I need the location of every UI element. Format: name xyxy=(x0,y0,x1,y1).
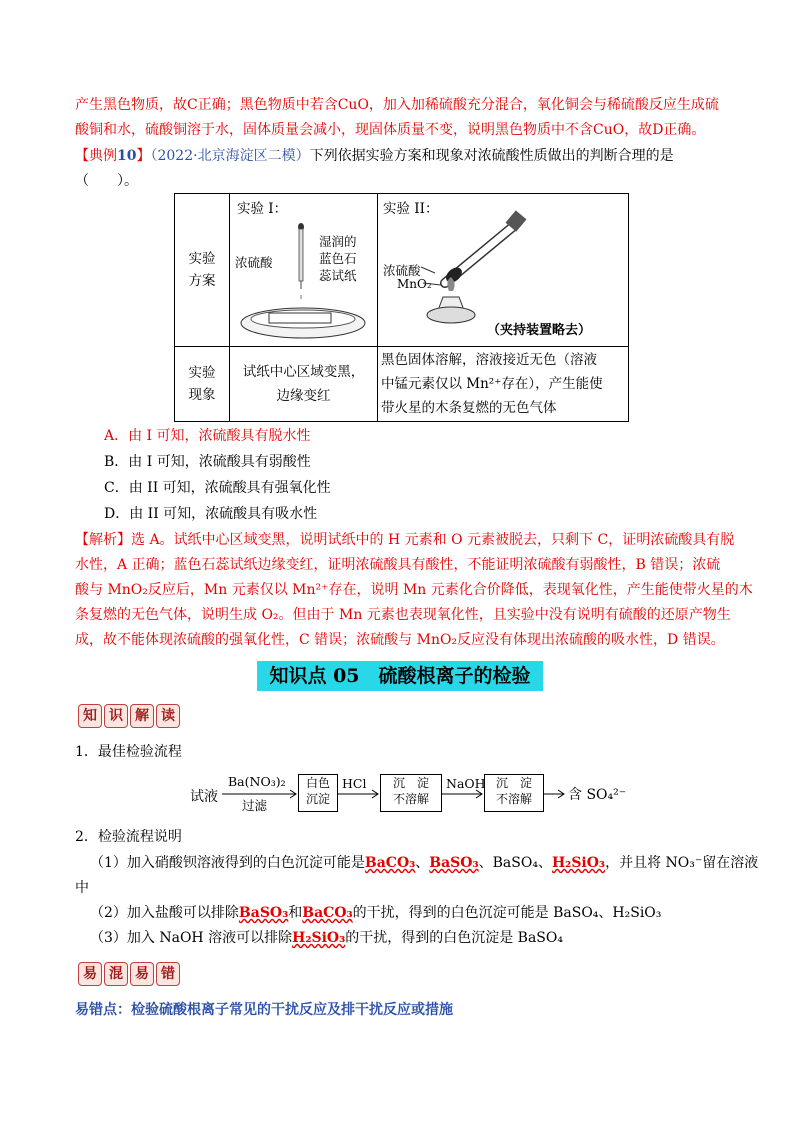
row2-header xyxy=(175,347,230,422)
intro-line-1: 产生黑色物质，故C正确；黑色物质中若含CuO，加入加稀硫酸充分混合，氧化铜会与稀硫酸反应生成硫 xyxy=(75,97,719,113)
exp1-scheme xyxy=(230,194,378,347)
row1-header-l1: 实验 xyxy=(188,251,216,267)
explain1-baco3: BaCO₃ xyxy=(364,855,416,871)
flow-reagent-1: Ba(NO₃)₂ xyxy=(228,774,286,789)
example-heading xyxy=(75,144,735,168)
section-title: 知识点 05 硫酸根离子的检验 xyxy=(257,661,543,691)
explain1-mid: 、BaSO₄、 xyxy=(478,855,552,871)
option-c: C．由 II 可知，浓硫酸具有强氧化性 xyxy=(104,480,331,496)
error-point: 易错点：检验硫酸根离子常见的干扰反应及排干扰反应或措施 xyxy=(75,1002,453,1018)
box2-l2: 不溶解 xyxy=(392,792,429,806)
badge2-char-1: 易 xyxy=(78,962,102,986)
intro-line-2: 酸铜和水，硫酸铜溶于水，固体质量会减小，现固体质量不变，说明黑色物质中不含CuO，故D正确。 xyxy=(75,122,706,138)
example-number: 10 xyxy=(117,148,137,164)
badge2-char-4: 错 xyxy=(156,962,180,986)
example-question: 下列依据实验方案和现象对浓硫酸性质做出的判断合理的是 xyxy=(309,148,674,164)
box3-l2: 不溶解 xyxy=(495,792,532,806)
row2-header-l2: 现象 xyxy=(188,387,216,403)
badge1-char-4: 读 xyxy=(156,704,180,728)
explain1-post: ，并且将 NO₃⁻留在溶液 xyxy=(605,855,759,871)
exp2-acid-label: 浓硫酸 xyxy=(383,263,421,278)
obs2-l3: 带火星的木条复燃的无色气体 xyxy=(381,400,557,416)
analysis-line-1: 【解析】选 A。试纸中心区域变黑，说明试纸中的 H 元素和 O 元素被脱去，只剩下 C，证明浓硫酸具有脱 xyxy=(75,532,735,548)
badge2-char-2: 混 xyxy=(104,962,128,986)
flow-box-3 xyxy=(484,774,544,812)
flow-reagent-1-sub: 过滤 xyxy=(242,798,268,813)
option-d: D．由 II 可知，浓硫酸具有吸水性 xyxy=(104,506,318,522)
dropper-dish-drawing xyxy=(231,195,376,345)
example-tag-end: 】 xyxy=(136,148,151,164)
explain2-post: 的干扰，得到的白色沉淀可能是 BaSO₄、H₂SiO₃ xyxy=(352,905,662,921)
box3-l1: 沉 淀 xyxy=(495,776,532,790)
obs1-l1: 试纸中心区域变黑， xyxy=(242,364,365,380)
badge1-char-3: 解 xyxy=(130,704,154,728)
flow-diagram xyxy=(190,774,630,824)
analysis-line-4: 条复燃的无色气体，说明生成 O₂。但由于 Mn 元素也表现氧化性，且实验中没有说明有硫酸的还原产物生 xyxy=(75,607,731,623)
badge-confusion xyxy=(78,962,180,986)
exp2-mno2-label: MnO₂ xyxy=(397,277,432,291)
flow-reagent-3: NaOH xyxy=(446,776,486,791)
explain-1-tail: 中 xyxy=(75,880,89,896)
flow-end: 含 SO₄²⁻ xyxy=(568,787,627,803)
explain-2 xyxy=(90,901,750,925)
exp2-title: 实验 II： xyxy=(383,201,439,217)
badge2-char-3: 易 xyxy=(130,962,154,986)
badge-knowledge xyxy=(78,704,180,728)
example-blank: （ ）。 xyxy=(75,173,138,189)
heating-tube-drawing xyxy=(379,195,629,345)
badge1-char-1: 知 xyxy=(78,704,102,728)
item-2-heading: 2．检验流程说明 xyxy=(75,829,182,845)
experiment-table xyxy=(174,193,629,422)
explain3-pre: （3）加入 NaOH 溶液可以排除 xyxy=(90,930,293,946)
example-source: （2022·北京海淀区二模） xyxy=(150,148,310,164)
exp2-observation xyxy=(378,347,629,422)
exp1-observation xyxy=(230,347,378,422)
obs2-l1: 黑色固体溶解，溶液接近无色（溶液 xyxy=(381,352,597,368)
exp1-acid-label: 浓硫酸 xyxy=(235,255,273,270)
exp2-scheme xyxy=(378,194,629,347)
flow-box-2 xyxy=(380,774,442,812)
option-b: B．由 I 可知，浓硫酸具有弱酸性 xyxy=(104,454,311,470)
box2-l1: 沉 淀 xyxy=(392,776,429,790)
paper-l1: 湿润的 xyxy=(319,234,357,249)
explain2-pre: （2）加入盐酸可以排除 xyxy=(90,905,239,921)
row1-header-l2: 方案 xyxy=(188,273,216,289)
option-a: A．由 I 可知，浓硫酸具有脱水性 xyxy=(104,428,311,444)
analysis-line-3: 酸与 MnO₂反应后，Mn 元素仅以 Mn²⁺存在，说明 Mn 元素化合价降低，表现氧化性，产生能使带火星的木 xyxy=(75,582,753,598)
item-1-heading: 1．最佳检验流程 xyxy=(75,744,182,760)
analysis-line-2: 水性，A 正确；蓝色石蕊试纸边缘变红，证明浓硫酸具有酸性，不能证明浓硫酸有弱酸性，B 错误；浓硫 xyxy=(75,557,721,573)
paper-l2: 蓝色石 xyxy=(319,251,357,266)
analysis-line-5: 成，故不能体现浓硫酸的强氧化性，C 错误；浓硫酸与 MnO₂反应没有体现出浓硫酸的吸水性，D 错误。 xyxy=(75,632,725,648)
obs2-l2: 中锰元素仅以 Mn²⁺存在），产生能使 xyxy=(381,376,603,392)
flow-box-1 xyxy=(298,774,338,812)
example-tag: 【典例 xyxy=(75,148,117,164)
flow-start: 试液 xyxy=(190,789,218,805)
explain3-post: 的干扰，得到的白色沉淀是 BaSO₄ xyxy=(345,930,563,946)
explain2-baso3: BaSO₃ xyxy=(238,905,289,921)
explain1-baso3: BaSO₃ xyxy=(429,855,479,871)
box1-l2: 沉淀 xyxy=(305,792,330,806)
flow-reagent-2: HCl xyxy=(342,776,367,791)
row1-header xyxy=(175,194,230,347)
explain1-pre: （1）加入硝酸钡溶液得到的白色沉淀可能是 xyxy=(90,855,365,871)
row2-header-l1: 实验 xyxy=(188,365,216,381)
explain1-h2sio3: H₂SiO₃ xyxy=(551,855,606,871)
explain-1: （1）加入硝酸钡溶液得到的白色沉淀可能是BaCO₃、BaSO₃、BaSO₄、H₂SiO₃，并且将 NO₃⁻留在溶液 xyxy=(90,855,759,871)
explain3-h2sio3: H₂SiO₃ xyxy=(292,930,346,946)
paper-l3: 蕊试纸 xyxy=(319,268,357,283)
badge1-char-2: 识 xyxy=(104,704,128,728)
exp1-title: 实验 I： xyxy=(237,201,288,217)
explain2-mid: 和 xyxy=(288,905,303,921)
explain2-baco3: BaCO₃ xyxy=(302,905,353,921)
obs1-l2: 边缘变红 xyxy=(276,388,331,404)
box1-l1: 白色 xyxy=(305,776,330,790)
explain-3 xyxy=(90,926,750,950)
exp2-note: （夹持装置略去） xyxy=(487,323,592,338)
